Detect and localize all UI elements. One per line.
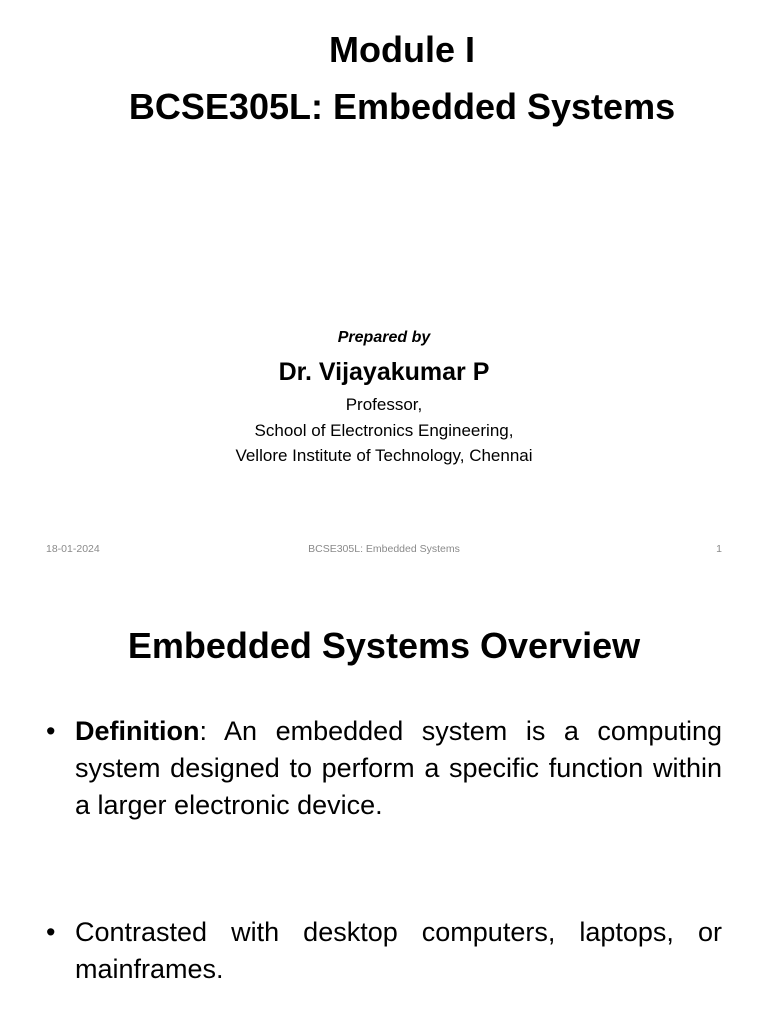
slide-title-module: Module I <box>329 29 475 70</box>
bullet-definition <box>46 713 722 824</box>
definition-term: Definition <box>75 716 200 746</box>
footer-page-number: 1 <box>716 543 722 555</box>
footer-course: BCSE305L: Embedded Systems <box>308 543 460 555</box>
author-institute: Vellore Institute of Technology, Chennai <box>235 446 533 465</box>
author-school: School of Electronics Engineering, <box>254 421 514 440</box>
bullet-contrast-text: Contrasted with desktop computers, laptops, or mainframes. <box>75 917 722 984</box>
author-name: Dr. Vijayakumar P <box>278 358 490 386</box>
bullet-definition-text <box>75 713 722 824</box>
definition-body: : An embedded system is a computing system designed to perform a specific function within a larger electronic device. <box>75 716 722 820</box>
overview-slide <box>0 576 768 1024</box>
prepared-by-label: Prepared by <box>337 329 431 346</box>
slide-title-course: BCSE305L: Embedded Systems <box>128 86 676 127</box>
author-position: Professor, <box>345 395 423 414</box>
bullet-point-icon: • <box>46 917 56 947</box>
bullet-point-icon: • <box>46 716 56 746</box>
footer-date: 18-01-2024 <box>46 543 100 555</box>
overview-title: Embedded Systems Overview <box>127 625 641 666</box>
bullet-contrast <box>46 914 722 988</box>
